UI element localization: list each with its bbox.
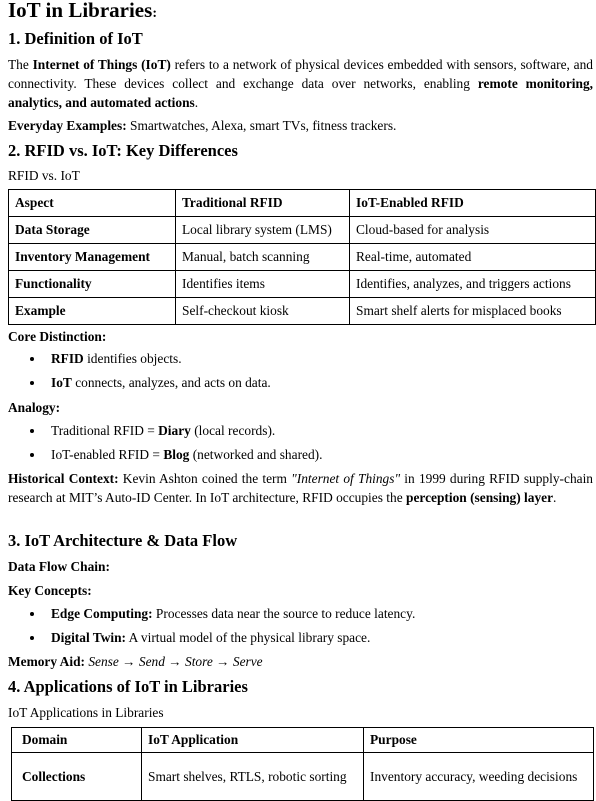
table-row <box>9 271 596 298</box>
table-row <box>9 298 596 325</box>
table-cell: Collections <box>12 753 142 801</box>
table-header-cell: Traditional RFID <box>176 190 350 217</box>
table-cell: Data Storage <box>9 217 176 244</box>
examples-text: Smartwatches, Alexa, smart TVs, fitness trackers. <box>126 118 397 133</box>
table-header-cell: Aspect <box>9 190 176 217</box>
table-cell: Self-checkout kiosk <box>176 298 350 325</box>
table-row <box>9 244 596 271</box>
bullet-icon <box>30 636 34 640</box>
table-cell: Local library system (LMS) <box>176 217 350 244</box>
applications-table <box>11 727 594 801</box>
data-flow-label: Data Flow Chain: <box>8 559 110 574</box>
table-cell: Cloud-based for analysis <box>350 217 596 244</box>
rfid-vs-iot-table <box>8 189 596 325</box>
bullet-icon <box>30 429 34 433</box>
core-distinction-label: Core Distinction: <box>8 329 107 344</box>
examples-label: Everyday Examples: <box>8 118 127 133</box>
table-header-cell: IoT-Enabled RFID <box>350 190 596 217</box>
table-row <box>9 217 596 244</box>
analogy-list <box>8 421 593 464</box>
key-concepts-label: Key Concepts: <box>8 583 92 598</box>
table-cell: Identifies, analyzes, and triggers actions <box>350 271 596 298</box>
bullet-icon <box>30 357 34 361</box>
table-cell: Smart shelves, RTLS, robotic sorting <box>142 753 364 801</box>
table-cell: Example <box>9 298 176 325</box>
table-cell: Identifies items <box>176 271 350 298</box>
applications-table-caption: IoT Applications in Libraries <box>8 705 164 720</box>
section-2-heading: 2. RFID vs. IoT: Key Differences <box>8 141 238 160</box>
list-item: IoT connects, analyzes, and acts on data. <box>8 373 593 392</box>
table-cell: Inventory Management <box>9 244 176 271</box>
table-header-cell: IoT Application <box>142 728 364 753</box>
list-item: IoT-enabled RFID = Blog (networked and shared). <box>8 445 593 464</box>
historical-context-paragraph: Historical Context: Kevin Ashton coined the term "Internet of Things" in 1999 during RFID supply-chain research at MIT’s Auto-ID Center. In IoT architecture, RFID occupies the perception (sensing) layer. <box>8 471 594 505</box>
section-1-heading: 1. Definition of IoT <box>8 29 143 48</box>
section-3-heading: 3. IoT Architecture & Data Flow <box>8 531 238 550</box>
iot-capabilities: remote monitoring, analytics, and automated actions <box>8 76 593 110</box>
iot-term: Internet of Things (IoT) <box>32 57 171 72</box>
title-text: IoT in Libraries <box>8 0 153 22</box>
rfid-table-caption: RFID vs. IoT <box>8 168 80 183</box>
title-colon: : <box>152 6 157 21</box>
table-cell: Manual, batch scanning <box>176 244 350 271</box>
list-item: Digital Twin: A virtual model of the physical library space. <box>8 628 593 647</box>
table-cell: Real-time, automated <box>350 244 596 271</box>
table-header-row <box>12 728 594 753</box>
table-header-cell: Purpose <box>364 728 594 753</box>
definition-paragraph: The Internet of Things (IoT) refers to a network of physical devices embedded with sensors, software, and connectivity. These devices collect and exchange data over networks, enabling remote monitoring, analytics, and automated actions. <box>8 57 593 110</box>
analogy-label: Analogy: <box>8 400 61 415</box>
key-concepts-list <box>8 604 593 647</box>
bullet-icon <box>30 612 34 616</box>
table-header-row <box>9 190 596 217</box>
table-cell: Smart shelf alerts for misplaced books <box>350 298 596 325</box>
core-distinction-list <box>8 349 593 392</box>
memory-aid: Memory Aid: Sense → Send → Store → Serve <box>8 654 263 669</box>
list-item: Edge Computing: Processes data near the source to reduce latency. <box>8 604 593 623</box>
table-header-cell: Domain <box>12 728 142 753</box>
table-cell: Inventory accuracy, weeding decisions <box>364 753 594 801</box>
table-row <box>12 753 594 801</box>
bullet-icon <box>30 381 34 385</box>
section-4-heading: 4. Applications of IoT in Libraries <box>8 677 248 696</box>
list-item: RFID identifies objects. <box>8 349 593 368</box>
document-title <box>8 0 157 26</box>
table-cell: Functionality <box>9 271 176 298</box>
list-item: Traditional RFID = Diary (local records). <box>8 421 593 440</box>
everyday-examples <box>8 116 396 135</box>
bullet-icon <box>30 453 34 457</box>
